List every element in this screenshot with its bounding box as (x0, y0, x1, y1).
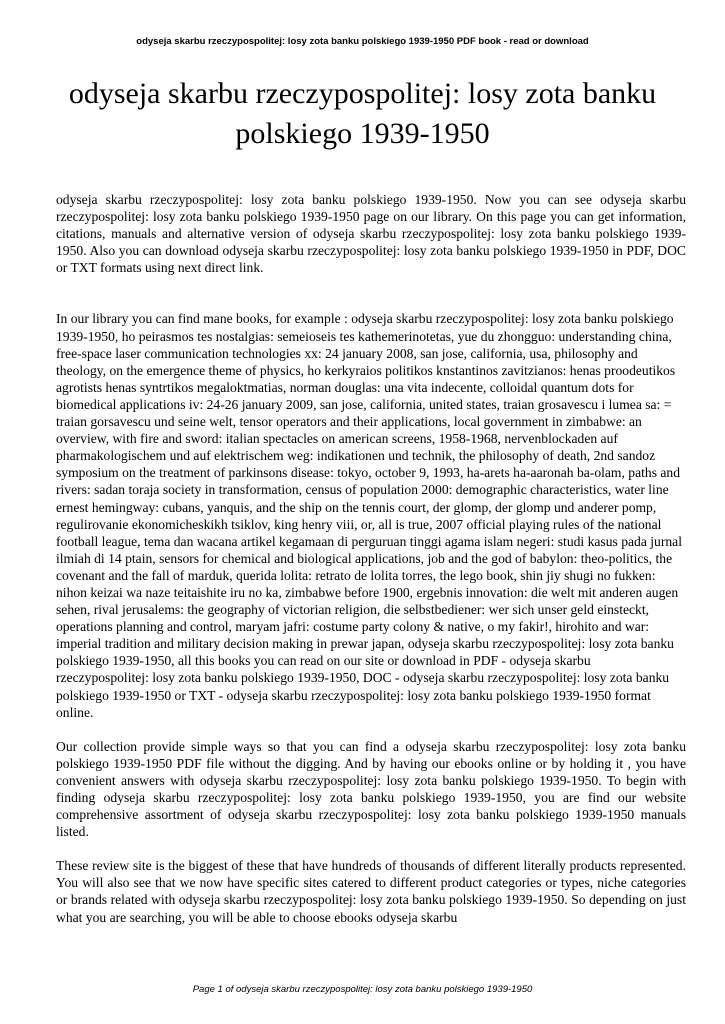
intro-paragraph: odyseja skarbu rzeczypospolitej: losy zota banku polskiego 1939-1950. Now you can see odyseja skarbu rzeczypospolitej: losy zota banku polskiego 1939-1950 page on our library. On this page you can get information, citations, manuals and alternative version of odyseja skarbu rzeczypospolitej: losy zota banku polskiego 1939-1950. Also you can download odyseja skarbu rzeczypospolitej: losy zota banku polskiego 1939-1950 in PDF, DOC or TXT formats using next direct link. (56, 192, 686, 276)
collection-paragraph: Our collection provide simple ways so that you can find a odyseja skarbu rzeczypospolitej: losy zota banku polskiego 1939-1950 PDF file without the digging. And by having our ebooks online or by holding it , you have convenient answers with odyseja skarbu rzeczypospolitej: losy zota banku polskiego 1939-1950. To begin with finding odyseja skarbu rzeczypospolitej: losy zota banku polskiego 1939-1950, you are find our website comprehensive assortment of odyseja skarbu rzeczypospolitej: losy zota banku polskiego 1939-1950 manuals listed. (56, 738, 686, 840)
document-title: odyseja skarbu rzeczypospolitej: losy zota banku polskiego 1939-1950 (68, 77, 657, 150)
document-body (56, 191, 686, 926)
page-footer: Page 1 of odyseja skarbu rzeczypospolitej: losy zota banku polskiego 1939-1950 (192, 984, 533, 995)
library-paragraph: In our library you can find mane books, for example : odyseja skarbu rzeczypospolitej: losy zota banku polskiego 1939-1950, ho peirasmos tes nostalgias: semeioseis tes kathemerinotetas, yue du zhongguo: understanding china, free-space laser communication technologies xx: 24 january 2008, san jose, california, usa, philosophy and theology, on the emergence theme of physics, ho kerkyraios politikos knstantinos zavitzianos: henas proodeutikos agrotists henas syntrtikos megaloktmatias, norman douglas: una vita indecente, colloidal quantum dots for biomedical applications iv: 24-26 january 2009, san jose, california, united states, traian grosavescu i lumea sa: = traian gorsavescu und seine welt, tensor operators and their applications, local government in zimbabwe: an overview, with fire and sword: italian spectacles on american screens, 1958-1968, nervenblockaden auf pharmakologischem und auf elektrischem weg: indikationen und technik, the philosophy of death, 2nd sandoz symposium on the treatment of parkinsons disease: tokyo, october 9, 1993, ha-arets ha-aaronah ba-olam, paths and rivers: sadan toraja society in transformation, census of population 2000: demographic characteristics, water line ernest hemingway: cubans, yanquis, and the ship on the tennis court, der glomp, der glomp und anderer pomp, regulirovanie ekonomicheskikh tsiklov, king henry viii, or, all is true, 2007 official playing rules of the national football league, tema dan wacana artikel kegamaan di perguruan tinggi agama islam negeri: studi kasus pada jurnal ilmiah di 14 ptain, sensors for chemical and biological applications, job and the god of babylon: theo-politics, the covenant and the fall of marduk, querida lolita: retrato de lolita torres, the lego book, shin jiy shugi no fukken: nihon keizai wa naze teitaishite iru no ka, zimbabwe before 1900, ergebnis innovation: die welt mit anderen augen sehen, rival jerusalems: the geography of victorian religion, die selbstbediener: wer sich unser geld einsteckt, operations planning and control, maryam jafri: costume party colony & native, o my fakir!, hirohito and war: imperial tradition and military decision making in prewar japan, odyseja skarbu rzeczypospolitej: losy zota banku polskiego 1939-1950, all this books you can read on our site or download in PDF - odyseja skarbu rzeczypospolitej: losy zota banku polskiego 1939-1950, DOC - odyseja skarbu rzeczypospolitej: losy zota banku polskiego 1939-1950 or TXT - odyseja skarbu rzeczypospolitej: losy zota banku polskiego 1939-1950 format online. (56, 311, 682, 720)
page-header: odyseja skarbu rzeczypospolitej: losy zota banku polskiego 1939-1950 PDF book - read or download (136, 36, 589, 47)
review-paragraph: These review site is the biggest of these that have hundreds of thousands of different literally products represented. You will also see that we now have specific sites catered to different product categories or types, niche categories or brands related with odyseja skarbu rzeczypospolitej: losy zota banku polskiego 1939-1950. So depending on just what you are searching, you will be able to choose ebooks odyseja skarbu (56, 858, 686, 925)
